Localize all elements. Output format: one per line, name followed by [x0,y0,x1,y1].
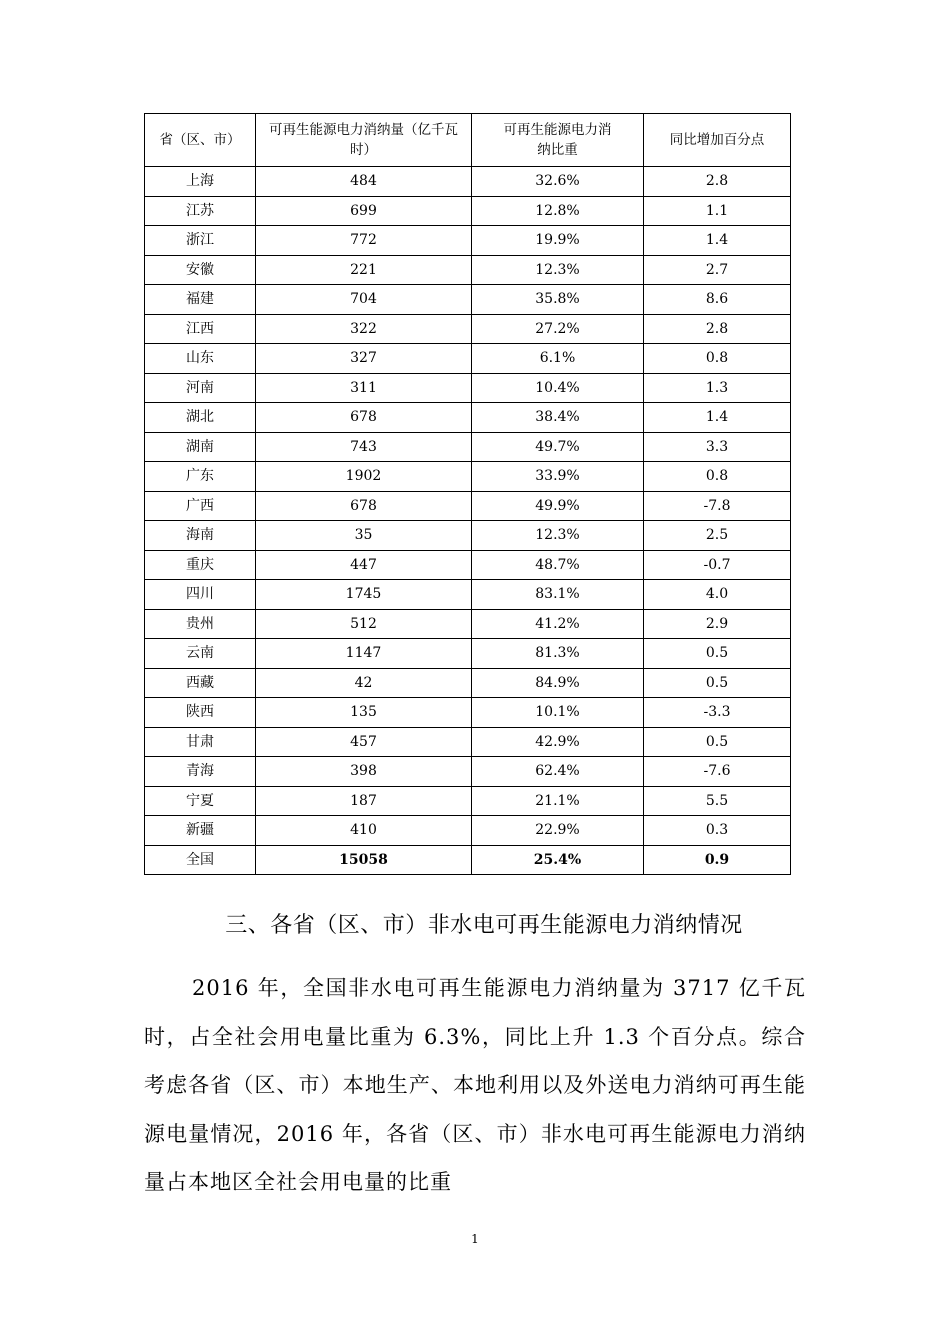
table-row [145,550,791,580]
cell-yoy-change: 8.6 [644,285,791,315]
cell-consumption: 1902 [256,462,472,492]
cell-province: 安徽 [145,255,256,285]
table-row [145,432,791,462]
cell-share: 49.7% [472,432,644,462]
cell-yoy-change: 1.4 [644,403,791,433]
cell-consumption: 322 [256,314,472,344]
cell-share: 10.4% [472,373,644,403]
table-header-row [145,114,791,167]
cell-province: 海南 [145,521,256,551]
cell-share: 42.9% [472,727,644,757]
cell-province: 山东 [145,344,256,374]
cell-yoy-change: 4.0 [644,580,791,610]
cell-province: 上海 [145,167,256,197]
cell-yoy-change: 0.3 [644,816,791,846]
cell-province: 新疆 [145,816,256,846]
cell-yoy-change: 0.8 [644,344,791,374]
cell-province: 江苏 [145,196,256,226]
table-row [145,698,791,728]
cell-share: 84.9% [472,668,644,698]
cell-share: 22.9% [472,816,644,846]
table-row [145,639,791,669]
cell-consumption: 42 [256,668,472,698]
cell-yoy-change: 0.5 [644,639,791,669]
cell-share: 12.8% [472,196,644,226]
cell-share: 38.4% [472,403,644,433]
cell-consumption: 484 [256,167,472,197]
cell-share: 32.6% [472,167,644,197]
cell-yoy-change: 2.9 [644,609,791,639]
page-number: 1 [471,1232,479,1246]
cell-consumption: 187 [256,786,472,816]
cell-yoy-change: -3.3 [644,698,791,728]
cell-consumption: 398 [256,757,472,787]
cell-yoy-change: 0.5 [644,727,791,757]
table-row [145,344,791,374]
table-row [145,521,791,551]
cell-province: 福建 [145,285,256,315]
table-row [145,255,791,285]
cell-consumption: 327 [256,344,472,374]
cell-province: 江西 [145,314,256,344]
table-row [145,757,791,787]
header-yoy-change: 同比增加百分点 [644,114,791,167]
table-row [145,373,791,403]
cell-province: 宁夏 [145,786,256,816]
cell-consumption: 15058 [256,845,472,875]
body-paragraph: 2016 年，全国非水电可再生能源电力消纳量为 3717 亿千瓦时，占全社会用电量比重为 6.3%，同比上升 1.3 个百分点。综合考虑各省（区、市）本地生产、本地利用以及外送电力消纳可再生能源电量情况，2016 年，各省（区、市）非水电可再生能源电力消纳量占本地区全社会用电量的比重 [144,976,806,1194]
cell-province: 甘肃 [145,727,256,757]
cell-yoy-change: 2.8 [644,314,791,344]
cell-share: 12.3% [472,255,644,285]
table-row [145,491,791,521]
cell-province: 云南 [145,639,256,669]
cell-share: 35.8% [472,285,644,315]
cell-consumption: 512 [256,609,472,639]
cell-province: 河南 [145,373,256,403]
cell-yoy-change: 5.5 [644,786,791,816]
cell-consumption: 772 [256,226,472,256]
cell-yoy-change: 1.4 [644,226,791,256]
cell-consumption: 311 [256,373,472,403]
table-total-row [145,845,791,875]
table-row [145,167,791,197]
table-row [145,786,791,816]
consumption-table [144,113,791,875]
table-row [145,226,791,256]
cell-share: 83.1% [472,580,644,610]
cell-consumption: 457 [256,727,472,757]
cell-province: 湖南 [145,432,256,462]
table-row [145,403,791,433]
cell-consumption: 221 [256,255,472,285]
cell-yoy-change: -0.7 [644,550,791,580]
cell-yoy-change: 0.5 [644,668,791,698]
cell-province: 陕西 [145,698,256,728]
cell-consumption: 447 [256,550,472,580]
cell-yoy-change: 0.8 [644,462,791,492]
cell-province: 湖北 [145,403,256,433]
cell-share: 12.3% [472,521,644,551]
cell-consumption: 704 [256,285,472,315]
cell-share: 21.1% [472,786,644,816]
cell-province: 全国 [145,845,256,875]
cell-province: 广西 [145,491,256,521]
table-row [145,580,791,610]
cell-share: 25.4% [472,845,644,875]
cell-yoy-change: 1.1 [644,196,791,226]
cell-yoy-change: 2.7 [644,255,791,285]
cell-share: 33.9% [472,462,644,492]
table-row [145,196,791,226]
cell-consumption: 678 [256,403,472,433]
cell-share: 10.1% [472,698,644,728]
table-row [145,285,791,315]
cell-yoy-change: -7.8 [644,491,791,521]
cell-consumption: 678 [256,491,472,521]
cell-share: 41.2% [472,609,644,639]
cell-yoy-change: 1.3 [644,373,791,403]
header-consumption: 可再生能源电力消纳量（亿千瓦时） [256,114,472,167]
table-row [145,609,791,639]
cell-consumption: 410 [256,816,472,846]
cell-province: 浙江 [145,226,256,256]
cell-share: 19.9% [472,226,644,256]
cell-share: 27.2% [472,314,644,344]
cell-consumption: 1745 [256,580,472,610]
table-row [145,727,791,757]
cell-consumption: 135 [256,698,472,728]
cell-yoy-change: -7.6 [644,757,791,787]
cell-consumption: 743 [256,432,472,462]
table-row [145,314,791,344]
table-row [145,816,791,846]
cell-yoy-change: 2.5 [644,521,791,551]
cell-province: 广东 [145,462,256,492]
cell-province: 四川 [145,580,256,610]
cell-yoy-change: 3.3 [644,432,791,462]
header-province: 省（区、市） [145,114,256,167]
cell-consumption: 35 [256,521,472,551]
cell-share: 81.3% [472,639,644,669]
cell-consumption: 1147 [256,639,472,669]
cell-share: 48.7% [472,550,644,580]
cell-yoy-change: 0.9 [644,845,791,875]
cell-province: 贵州 [145,609,256,639]
cell-share: 49.9% [472,491,644,521]
cell-share: 6.1% [472,344,644,374]
cell-share: 62.4% [472,757,644,787]
table-row [145,462,791,492]
cell-province: 重庆 [145,550,256,580]
cell-province: 西藏 [145,668,256,698]
section-heading: 三、各省（区、市）非水电可再生能源电力消纳情况 [225,913,743,938]
cell-yoy-change: 2.8 [644,167,791,197]
cell-province: 青海 [145,757,256,787]
cell-consumption: 699 [256,196,472,226]
header-share: 可再生能源电力消纳比重 [472,114,644,167]
table-row [145,668,791,698]
